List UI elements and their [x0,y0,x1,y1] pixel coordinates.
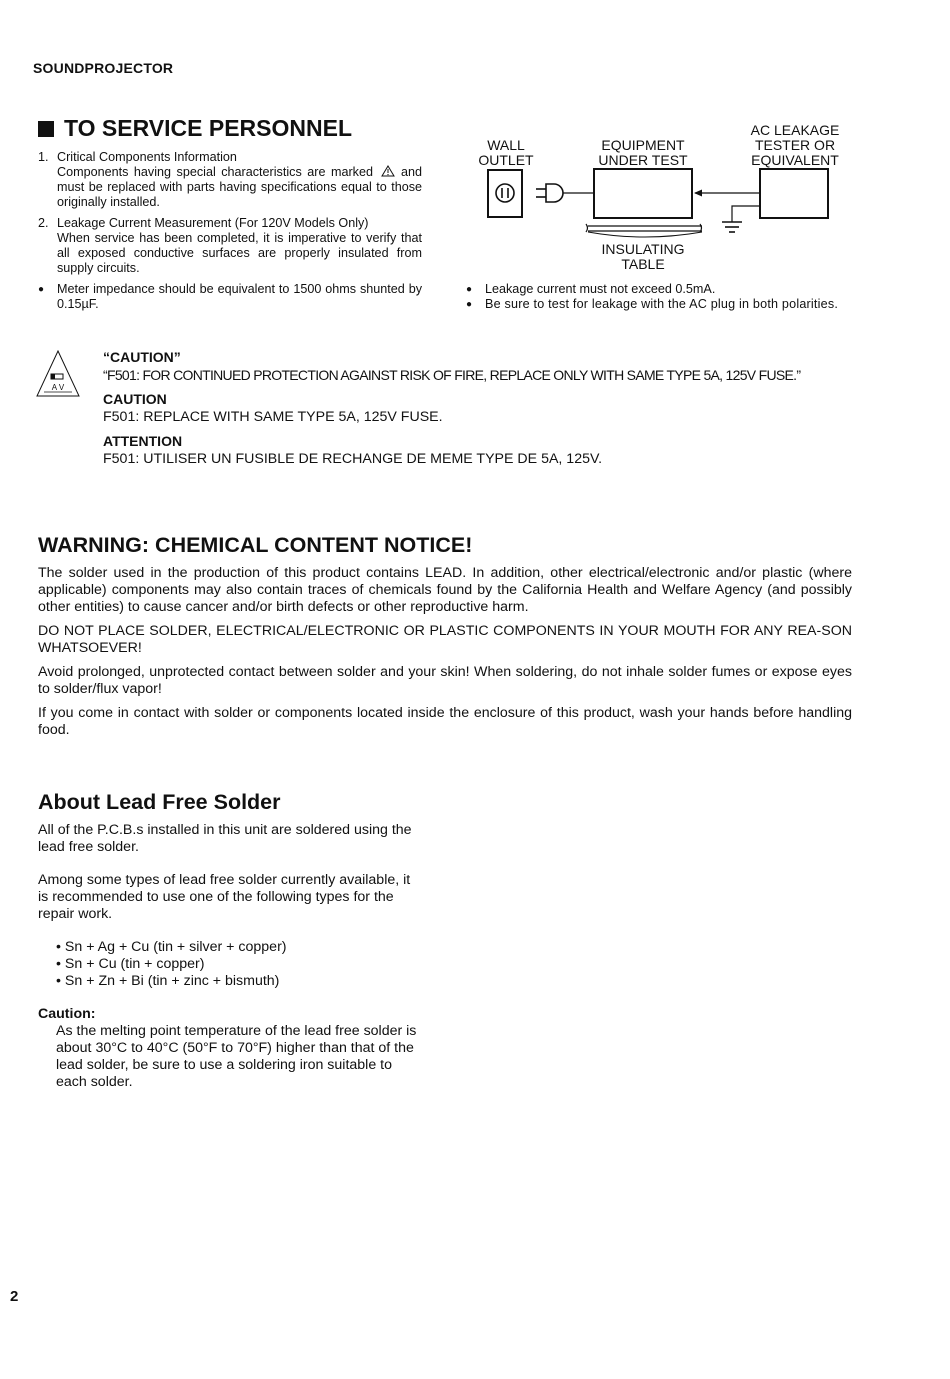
item-heading: Leakage Current Measurement (For 120V Models Only) [57,216,369,230]
lead-free-paragraph: All of the P.C.B.s installed in this unit are soldered using the lead free solder. [38,822,412,855]
leakage-test-diagram [470,118,870,278]
warning-paragraph: If you come in contact with solder or components located inside the enclosure of this product, wash your hands before handling food. [38,705,852,738]
list-item [38,216,422,276]
equipment-label: EQUIPMENT UNDER TEST [598,137,688,168]
list-item [38,282,422,312]
equipment-box [594,169,692,218]
warning-triangle-icon [381,165,395,177]
item-heading: Critical Components Information [57,150,237,164]
icon-label: A V [51,383,65,392]
caution-title: CAUTION [103,391,167,407]
lead-free-body [38,822,422,1091]
item-number: 2. [38,216,49,230]
header-brand: SOUNDPROJECTOR [33,60,174,76]
dot-bullet-icon: ● [466,284,473,295]
list-item: • Sn + Zn + Bi (tin + zinc + bismuth) [56,973,422,990]
attention-text: F501: UTILISER UN FUSIBLE DE RECHANGE DE MEME TYPE DE 5A, 125V. [103,451,603,467]
square-bullet-icon [38,121,54,137]
warning-paragraph: Avoid prolonged, unprotected contact between solder and your skin! When soldering, do not inhale solder fumes or expose eyes to solder/flux vapor! [38,664,852,697]
lead-free-title: About Lead Free Solder [38,790,281,814]
lead-caution-label: Caution: [38,1006,96,1022]
list-item: ● Leakage current must not exceed 0.5mA. [466,282,716,296]
fuse-caution-triangle-icon [36,350,80,398]
list-item: ● Be sure to test for leakage with the AC plug in both polarities. [466,297,839,311]
warning-body [38,565,852,746]
wall-outlet-label: WALL OUTLET [478,137,534,168]
outlet-socket-icon [496,184,514,202]
quoted-caution-title: “CAUTION” [103,349,181,365]
arrow-icon [694,190,702,197]
item-text: When service has been completed, it is imperative to verify that all exposed conductive surfaces are properly insulated from supply circuits. [57,231,422,275]
diagram-drawing [470,118,870,278]
dot-bullet-icon: ● [38,284,45,295]
page-number: 2 [10,1288,19,1305]
warning-title: WARNING: CHEMICAL CONTENT NOTICE! [38,533,473,557]
insulating-table-label: INSULATING TABLE [601,241,685,272]
service-section-title [38,115,352,142]
service-list [38,150,422,318]
caution-text: F501: REPLACE WITH SAME TYPE 5A, 125V FUSE. [103,409,443,425]
quoted-caution-text: “F501: FOR CONTINUED PROTECTION AGAINST RISK OF FIRE, REPLACE ONLY WITH SAME TYPE 5A, 125V FUSE.” [103,367,801,383]
list-item: • Sn + Ag + Cu (tin + silver + copper) [56,939,422,956]
list-item: • Sn + Cu (tin + copper) [56,956,422,973]
tester-box [760,169,828,218]
tester-label: AC LEAKAGE TESTER OR EQUIVALENT [750,122,840,168]
lead-free-paragraph: Among some types of lead free solder currently available, it is recommended to use one of the following types for the repair work. [38,872,411,922]
item-number: 1. [38,150,49,164]
insulating-table-shape [586,224,702,237]
dot-bullet-icon: ● [466,299,473,310]
meter-note: Meter impedance should be equivalent to 1500 ohms shunted by 0.15µF. [57,282,422,311]
warning-paragraph: DO NOT PLACE SOLDER, ELECTRICAL/ELECTRONIC OR PLASTIC COMPONENTS IN YOUR MOUTH FOR ANY REA-SON WHATSOEVER! [38,623,852,656]
item-text-after: and must be replaced with parts having specifications equal to those originally installed. [57,165,423,209]
caution-block [103,348,903,474]
solder-type-list [56,939,422,990]
ac-plug-icon [536,184,594,202]
ground-icon [722,206,760,232]
lead-caution-text: As the melting point temperature of the lead free solder is about 30°C to 40°C (50°F to 70°F) higher than that of the lead solder, be sure to use a soldering iron suitable to each solder. [56,1023,417,1090]
item-text: Components having special characteristics are marked [57,165,373,179]
service-title-text: TO SERVICE PERSONNEL [64,115,352,141]
wall-outlet-box [488,170,522,217]
warning-paragraph: The solder used in the production of this product contains LEAD. In addition, other electrical/electronic and/or plastic (where applicable) components may also contain traces of chemicals found by the California Health and Welfare Agency (and possibly other entities) to cause cancer and/or birth defects or other reproductive harm. [38,565,852,615]
attention-title: ATTENTION [103,433,183,449]
leakage-notes [466,282,852,312]
list-item [38,150,422,210]
